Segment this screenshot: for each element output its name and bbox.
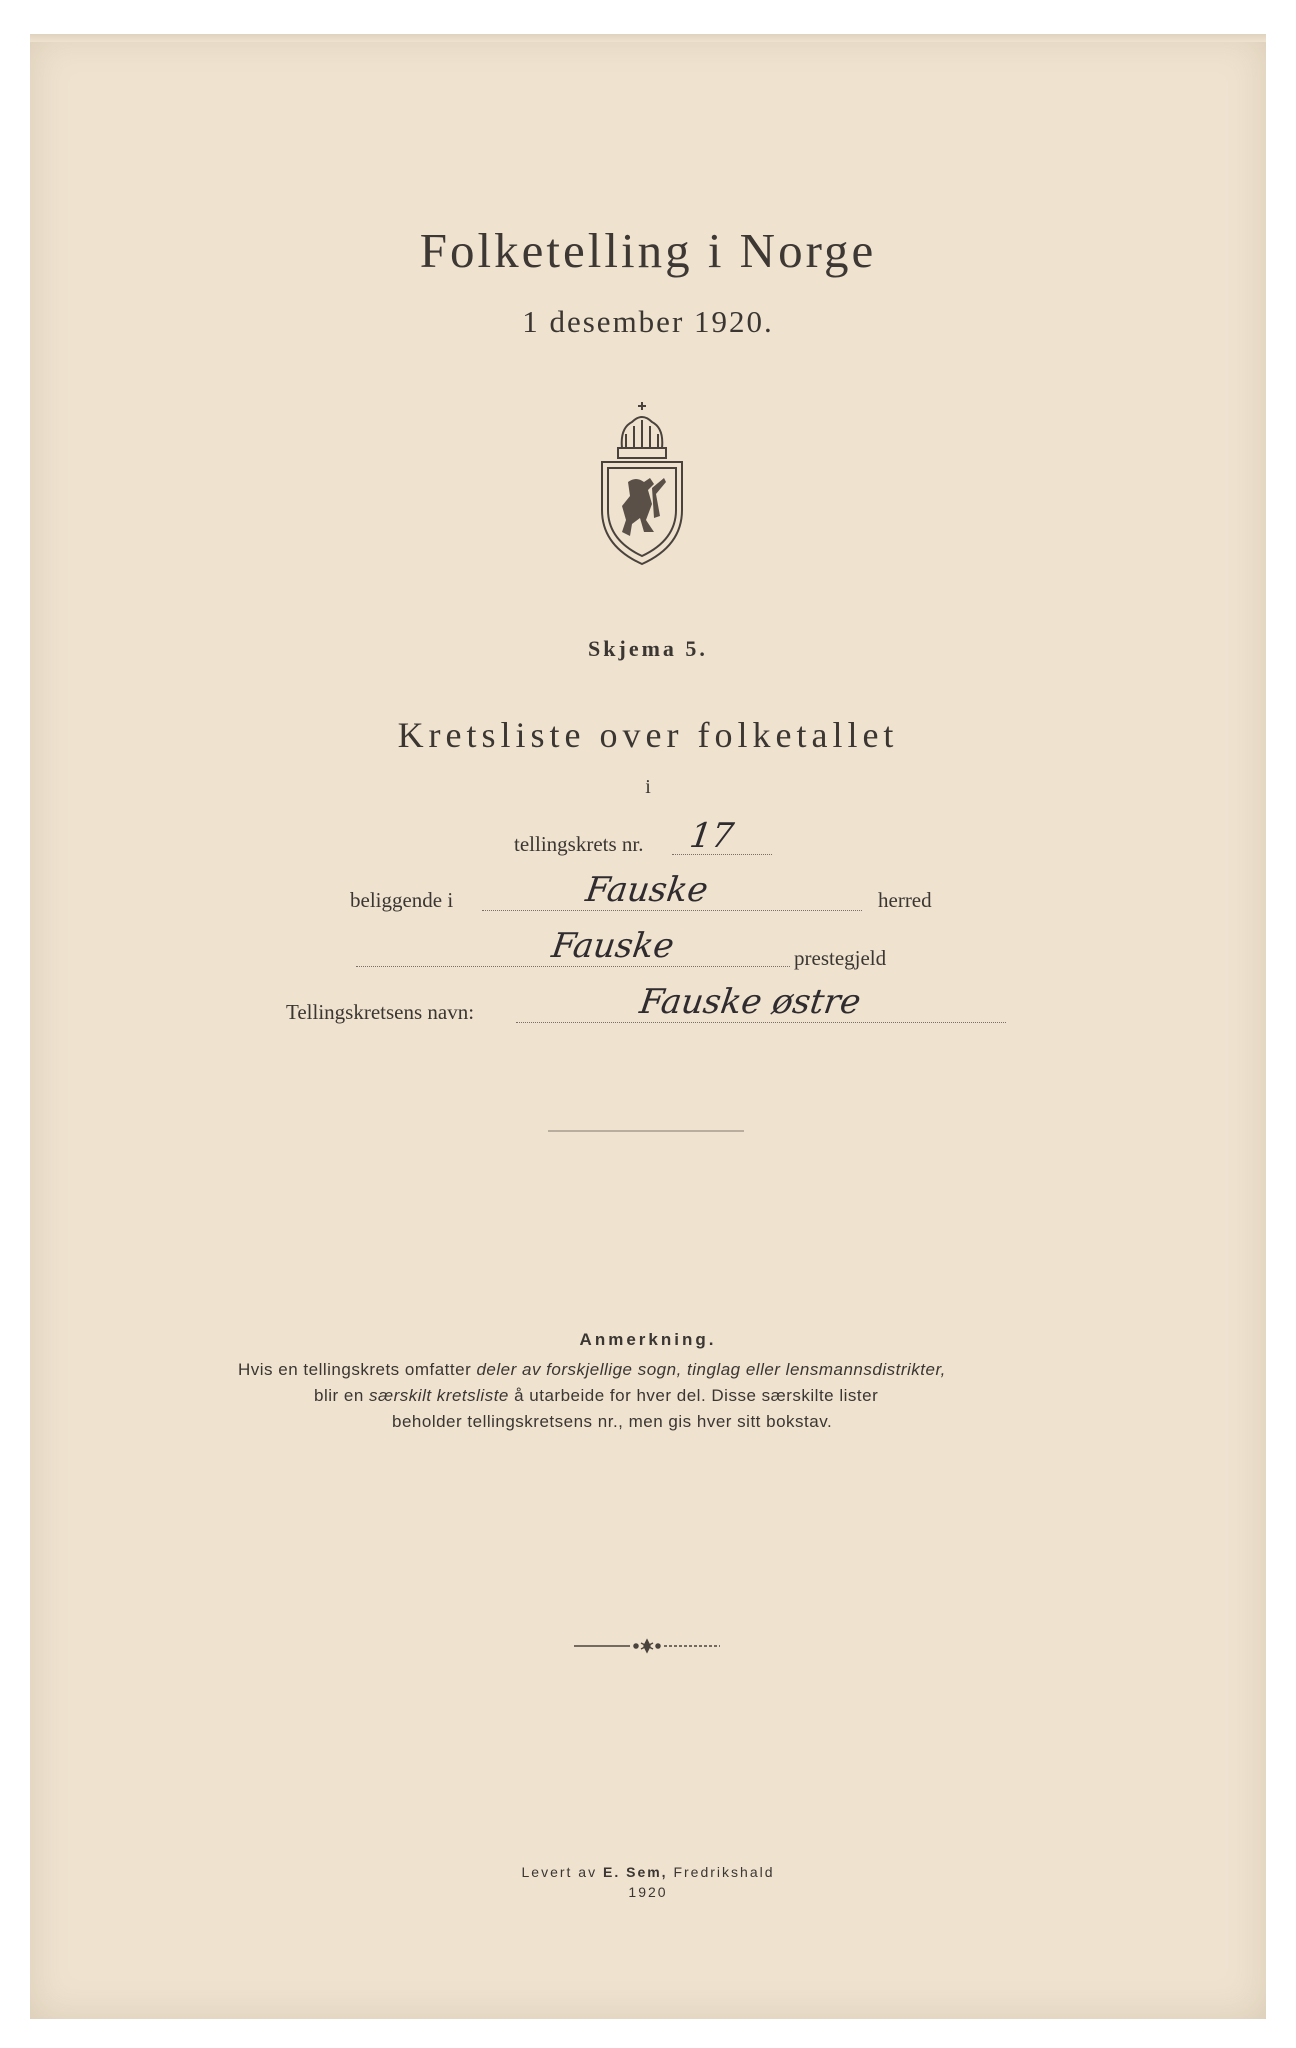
beliggende-label: beliggende i xyxy=(350,888,454,912)
note-line-1 xyxy=(238,1360,946,1380)
kretsnavn-line xyxy=(516,1022,1006,1023)
beliggende-value: Fauske xyxy=(583,870,711,910)
kretsnavn-value: Fauske østre xyxy=(637,982,864,1022)
printer-prefix: Levert av xyxy=(521,1864,603,1880)
tellingskrets-label: tellingskrets nr. xyxy=(514,832,644,856)
note-line-2 xyxy=(314,1386,878,1406)
list-title: Kretsliste over folketallet xyxy=(397,715,899,755)
note-line-3: beholder tellingskretsens nr., men gis hver sitt bokstav. xyxy=(392,1412,833,1431)
tellingskrets-number: 17 xyxy=(687,816,737,856)
printer-place: Fredrikshald xyxy=(667,1864,775,1880)
ornament-divider-icon xyxy=(572,1638,722,1654)
printer-name: E. Sem, xyxy=(602,1864,668,1880)
form-title: Folketelling i Norge xyxy=(419,223,877,278)
census-date: 1 desember 1920. xyxy=(522,304,774,339)
note-heading: Anmerkning. xyxy=(579,1330,717,1349)
prestegjeld-value: Fauske xyxy=(549,926,677,966)
note-line-2-text-a: blir en xyxy=(314,1386,370,1405)
prestegjeld-line xyxy=(356,966,790,967)
page-top-edge xyxy=(30,34,1266,42)
schema-number: Skjema 5. xyxy=(588,636,708,661)
kretsnavn-label: Tellingskretsens navn: xyxy=(286,1000,475,1024)
note-line-1-emphasis: deler av forskjellige sogn, tinglag eller lensmannsdistrikter, xyxy=(476,1360,946,1379)
preposition-i: i xyxy=(645,776,651,798)
prestegjeld-label: prestegjeld xyxy=(794,946,887,970)
printer-year: 1920 xyxy=(628,1884,668,1900)
printer-credit xyxy=(0,1864,1296,1880)
note-line-2-text-c: å utarbeide for hver del. Disse særskilte lister xyxy=(508,1386,879,1405)
beliggende-line xyxy=(482,910,862,911)
note-line-2-emphasis: særskilt kretsliste xyxy=(369,1386,509,1405)
note-line-1-text: Hvis en tellingskrets omfatter xyxy=(238,1360,477,1379)
divider-rule xyxy=(548,1130,744,1132)
herred-label: herred xyxy=(878,888,932,912)
coat-of-arms-icon xyxy=(592,398,692,568)
